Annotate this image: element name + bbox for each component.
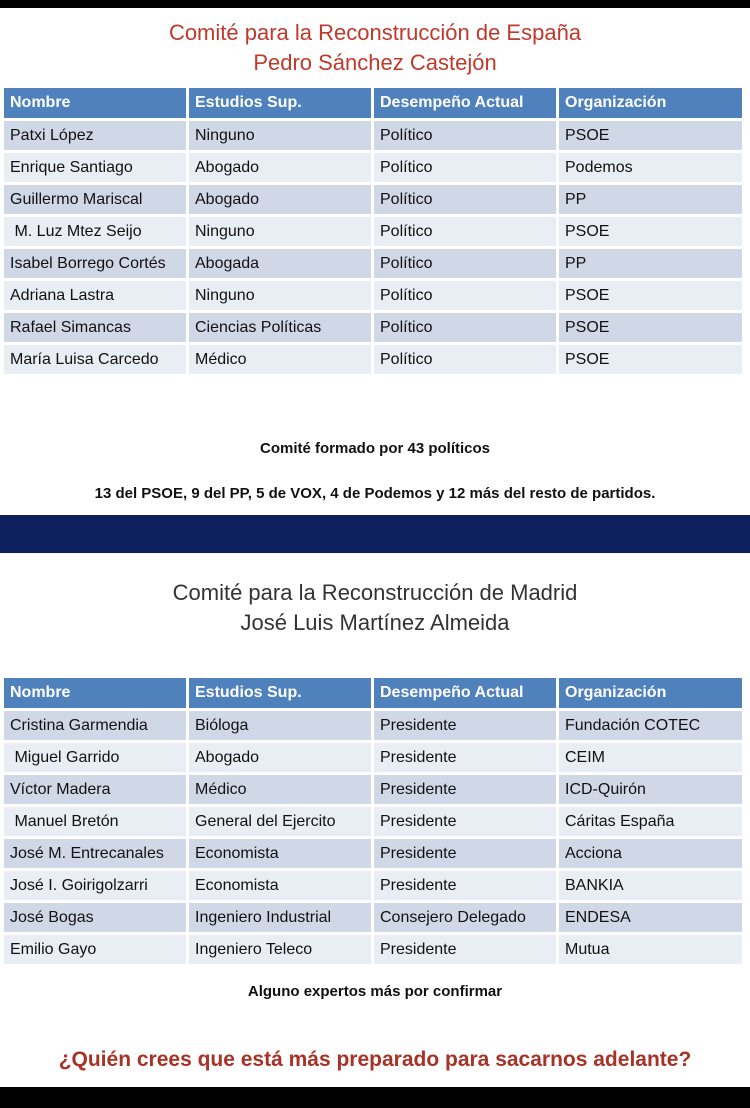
- cell-estudios: General del Ejercito: [189, 807, 374, 839]
- cell-organizacion: PP: [559, 249, 742, 281]
- cell-organizacion: Fundación COTEC: [559, 711, 742, 743]
- table-row: [4, 775, 742, 807]
- cell-organizacion: Mutua: [559, 935, 742, 967]
- table-row: [4, 249, 742, 281]
- column-header-estudios: Estudios Sup.: [189, 678, 374, 711]
- cell-desempeno: Político: [374, 153, 559, 185]
- cell-estudios: Economista: [189, 871, 374, 903]
- spain-committee-table: [4, 88, 742, 377]
- cell-nombre: Manuel Bretón: [4, 807, 189, 839]
- column-header-organizacion: Organización: [559, 88, 742, 121]
- cell-estudios: Ingeniero Industrial: [189, 903, 374, 935]
- cell-estudios: Médico: [189, 775, 374, 807]
- bottom-black-bar: [0, 1087, 750, 1108]
- cell-desempeno: Político: [374, 313, 559, 345]
- table-row: [4, 711, 742, 743]
- cell-estudios: Abogado: [189, 153, 374, 185]
- cell-nombre: Patxi López: [4, 121, 189, 153]
- cell-desempeno: Político: [374, 281, 559, 313]
- cell-nombre: Adriana Lastra: [4, 281, 189, 313]
- cell-desempeno: Presidente: [374, 807, 559, 839]
- cell-estudios: Ninguno: [189, 121, 374, 153]
- cell-nombre: María Luisa Carcedo: [4, 345, 189, 377]
- cell-desempeno: Político: [374, 249, 559, 281]
- table-row: [4, 871, 742, 903]
- cell-organizacion: PSOE: [559, 121, 742, 153]
- spain-committee-note: Comité formado por 43 políticos: [259, 440, 491, 457]
- table-row: [4, 903, 742, 935]
- cell-estudios: Bióloga: [189, 711, 374, 743]
- cell-nombre: José I. Goirigolzarri: [4, 871, 189, 903]
- column-header-nombre: Nombre: [4, 678, 189, 711]
- cell-desempeno: Consejero Delegado: [374, 903, 559, 935]
- cell-desempeno: Político: [374, 185, 559, 217]
- spain-committee-header: [0, 18, 750, 78]
- column-header-desempeno: Desempeño Actual: [374, 88, 559, 121]
- table-row: [4, 185, 742, 217]
- column-header-organizacion: Organización: [559, 678, 742, 711]
- column-header-nombre: Nombre: [4, 88, 189, 121]
- cell-organizacion: ICD-Quirón: [559, 775, 742, 807]
- table-row: [4, 313, 742, 345]
- table-row: [4, 281, 742, 313]
- cell-estudios: Ninguno: [189, 281, 374, 313]
- cell-estudios: Ninguno: [189, 217, 374, 249]
- table-row: [4, 839, 742, 871]
- cell-organizacion: PSOE: [559, 217, 742, 249]
- cell-organizacion: Podemos: [559, 153, 742, 185]
- table-header-row: [4, 678, 742, 711]
- cell-estudios: Economista: [189, 839, 374, 871]
- table-row: [4, 121, 742, 153]
- cell-desempeno: Presidente: [374, 871, 559, 903]
- cell-organizacion: CEIM: [559, 743, 742, 775]
- table-row: [4, 345, 742, 377]
- cell-nombre: Víctor Madera: [4, 775, 189, 807]
- madrid-committee-subtitle: José Luis Martínez Almeida: [240, 610, 510, 635]
- cell-nombre: Guillermo Mariscal: [4, 185, 189, 217]
- table-row: [4, 743, 742, 775]
- closing-question: ¿Quién crees que está más preparado para sacarnos adelante?: [58, 1048, 692, 1071]
- cell-organizacion: PP: [559, 185, 742, 217]
- cell-organizacion: BANKIA: [559, 871, 742, 903]
- table-header-row: [4, 88, 742, 121]
- cell-organizacion: ENDESA: [559, 903, 742, 935]
- madrid-committee-title: Comité para la Reconstrucción de Madrid: [172, 580, 578, 605]
- table-row: [4, 935, 742, 967]
- cell-nombre: José M. Entrecanales: [4, 839, 189, 871]
- madrid-committee-table: [4, 678, 742, 967]
- top-black-bar: [0, 0, 750, 8]
- spain-committee-title: Comité para la Reconstrucción de España: [168, 20, 582, 45]
- cell-nombre: Emilio Gayo: [4, 935, 189, 967]
- table-row: [4, 217, 742, 249]
- cell-desempeno: Presidente: [374, 743, 559, 775]
- cell-desempeno: Presidente: [374, 711, 559, 743]
- cell-nombre: Rafael Simancas: [4, 313, 189, 345]
- cell-estudios: Abogada: [189, 249, 374, 281]
- cell-organizacion: PSOE: [559, 313, 742, 345]
- column-header-estudios: Estudios Sup.: [189, 88, 374, 121]
- cell-estudios: Abogado: [189, 185, 374, 217]
- cell-desempeno: Político: [374, 345, 559, 377]
- cell-organizacion: PSOE: [559, 281, 742, 313]
- table-row: [4, 807, 742, 839]
- cell-nombre: José Bogas: [4, 903, 189, 935]
- cell-estudios: Abogado: [189, 743, 374, 775]
- cell-organizacion: PSOE: [559, 345, 742, 377]
- spain-committee-party-breakdown: 13 del PSOE, 9 del PP, 5 de VOX, 4 de Podemos y 12 más del resto de partidos.: [94, 485, 656, 502]
- cell-desempeno: Político: [374, 217, 559, 249]
- cell-organizacion: Acciona: [559, 839, 742, 871]
- madrid-committee-note: Alguno expertos más por confirmar: [247, 983, 503, 1000]
- cell-desempeno: Presidente: [374, 839, 559, 871]
- cell-estudios: Médico: [189, 345, 374, 377]
- cell-organizacion: Cáritas España: [559, 807, 742, 839]
- cell-nombre: Cristina Garmendia: [4, 711, 189, 743]
- cell-nombre: Enrique Santiago: [4, 153, 189, 185]
- spain-committee-subtitle: Pedro Sánchez Castejón: [253, 50, 497, 75]
- cell-nombre: Miguel Garrido: [4, 743, 189, 775]
- cell-nombre: M. Luz Mtez Seijo: [4, 217, 189, 249]
- cell-nombre: Isabel Borrego Cortés: [4, 249, 189, 281]
- cell-desempeno: Político: [374, 121, 559, 153]
- column-header-desempeno: Desempeño Actual: [374, 678, 559, 711]
- madrid-committee-header: [0, 578, 750, 638]
- table-row: [4, 153, 742, 185]
- navy-separator-band: [0, 515, 750, 553]
- cell-desempeno: Presidente: [374, 775, 559, 807]
- cell-estudios: Ingeniero Teleco: [189, 935, 374, 967]
- cell-estudios: Ciencias Políticas: [189, 313, 374, 345]
- cell-desempeno: Presidente: [374, 935, 559, 967]
